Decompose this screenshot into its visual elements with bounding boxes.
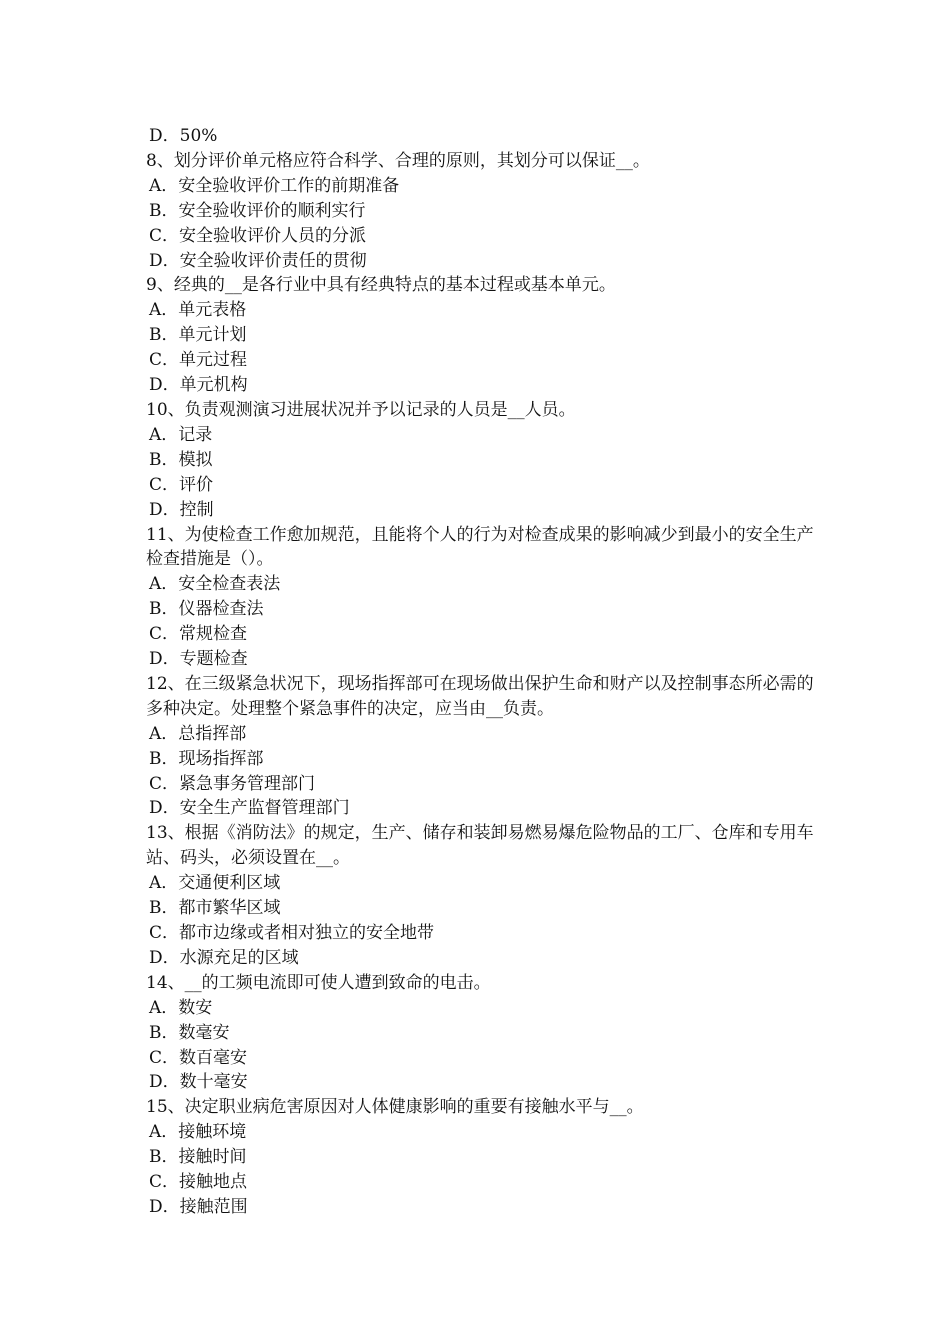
- answer-option: B．仪器检查法: [149, 599, 264, 620]
- answer-option: B．接触时间: [149, 1147, 247, 1168]
- answer-option: D．接触范围: [149, 1196, 248, 1217]
- question-stem: 11、为使检查工作愈加规范，且能将个人的行为对检查成果的影响减少到最小的安全生产检查措施是（）。: [146, 524, 814, 570]
- question-stem: 9、经典的__是各行业中具有经典特点的基本过程或基本单元。: [146, 275, 616, 296]
- question-block: [146, 971, 816, 1096]
- answer-option: C．安全验收评价人员的分派: [149, 225, 367, 246]
- answer-option: B．安全验收评价的顺利实行: [149, 200, 366, 221]
- answer-option: C．评价: [149, 474, 214, 495]
- question-stem: 14、__的工频电流即可使人遭到致命的电击。: [146, 972, 491, 993]
- answer-option: A．接触环境: [149, 1122, 247, 1143]
- answer-option: D．安全验收评价责任的贯彻: [149, 250, 367, 271]
- answer-option: D．单元机构: [149, 375, 248, 396]
- answer-option: C．紧急事务管理部门: [149, 773, 316, 794]
- answer-option: C．接触地点: [149, 1172, 248, 1193]
- question-stem: 8、划分评价单元格应符合科学、合理的原则，其划分可以保证__。: [146, 150, 650, 171]
- question-stem: 12、在三级紧急状况下，现场指挥部可在现场做出保护生命和财产以及控制事态所必需的多种决定。处理整个紧急事件的决定，应当由__负责。: [146, 673, 814, 719]
- question-list: [146, 124, 816, 1220]
- lead-option: D．50%: [149, 126, 218, 146]
- answer-option: A．安全验收评价工作的前期准备: [149, 175, 400, 196]
- answer-option: D．水源充足的区域: [149, 947, 299, 968]
- question-block: [146, 1095, 816, 1220]
- question-block: [146, 821, 816, 970]
- answer-option: A．安全检查表法: [149, 574, 281, 595]
- answer-option: C．常规检查: [149, 624, 248, 645]
- answer-option: A．单元表格: [149, 300, 247, 321]
- answer-option: D．数十毫安: [149, 1072, 248, 1093]
- question-stem: 13、根据《消防法》的规定，生产、储存和装卸易燃易爆危险物品的工厂、仓库和专用车站、码头，必须设置在__。: [146, 823, 814, 869]
- answer-option: A．总指挥部: [149, 723, 247, 744]
- question-block: [146, 149, 816, 274]
- answer-option: B．现场指挥部: [149, 748, 264, 769]
- answer-option: C．数百毫安: [149, 1047, 248, 1068]
- question-stem: 15、决定职业病危害原因对人体健康影响的重要有接触水平与__。: [146, 1097, 644, 1118]
- answer-option: B．数毫安: [149, 1022, 230, 1043]
- answer-option: C．单元过程: [149, 350, 248, 371]
- answer-option: B．都市繁华区域: [149, 898, 281, 919]
- answer-option: B．单元计划: [149, 325, 247, 346]
- answer-option: A．数安: [149, 997, 213, 1018]
- answer-option: D．专题检查: [149, 649, 248, 670]
- answer-option: C．都市边缘或者相对独立的安全地带: [149, 923, 435, 943]
- answer-option: D．安全生产监督管理部门: [149, 798, 350, 819]
- question-block: [146, 273, 816, 398]
- answer-option: A．交通便利区域: [149, 873, 281, 894]
- question-stem: 10、负责观测演习进展状况并予以记录的人员是__人员。: [146, 399, 576, 420]
- question-block: [146, 672, 816, 821]
- answer-option: B．模拟: [149, 449, 213, 470]
- question-block: [146, 523, 816, 672]
- answer-option: A．记录: [149, 424, 213, 445]
- question-block: [146, 398, 816, 523]
- answer-option: D．控制: [149, 499, 214, 520]
